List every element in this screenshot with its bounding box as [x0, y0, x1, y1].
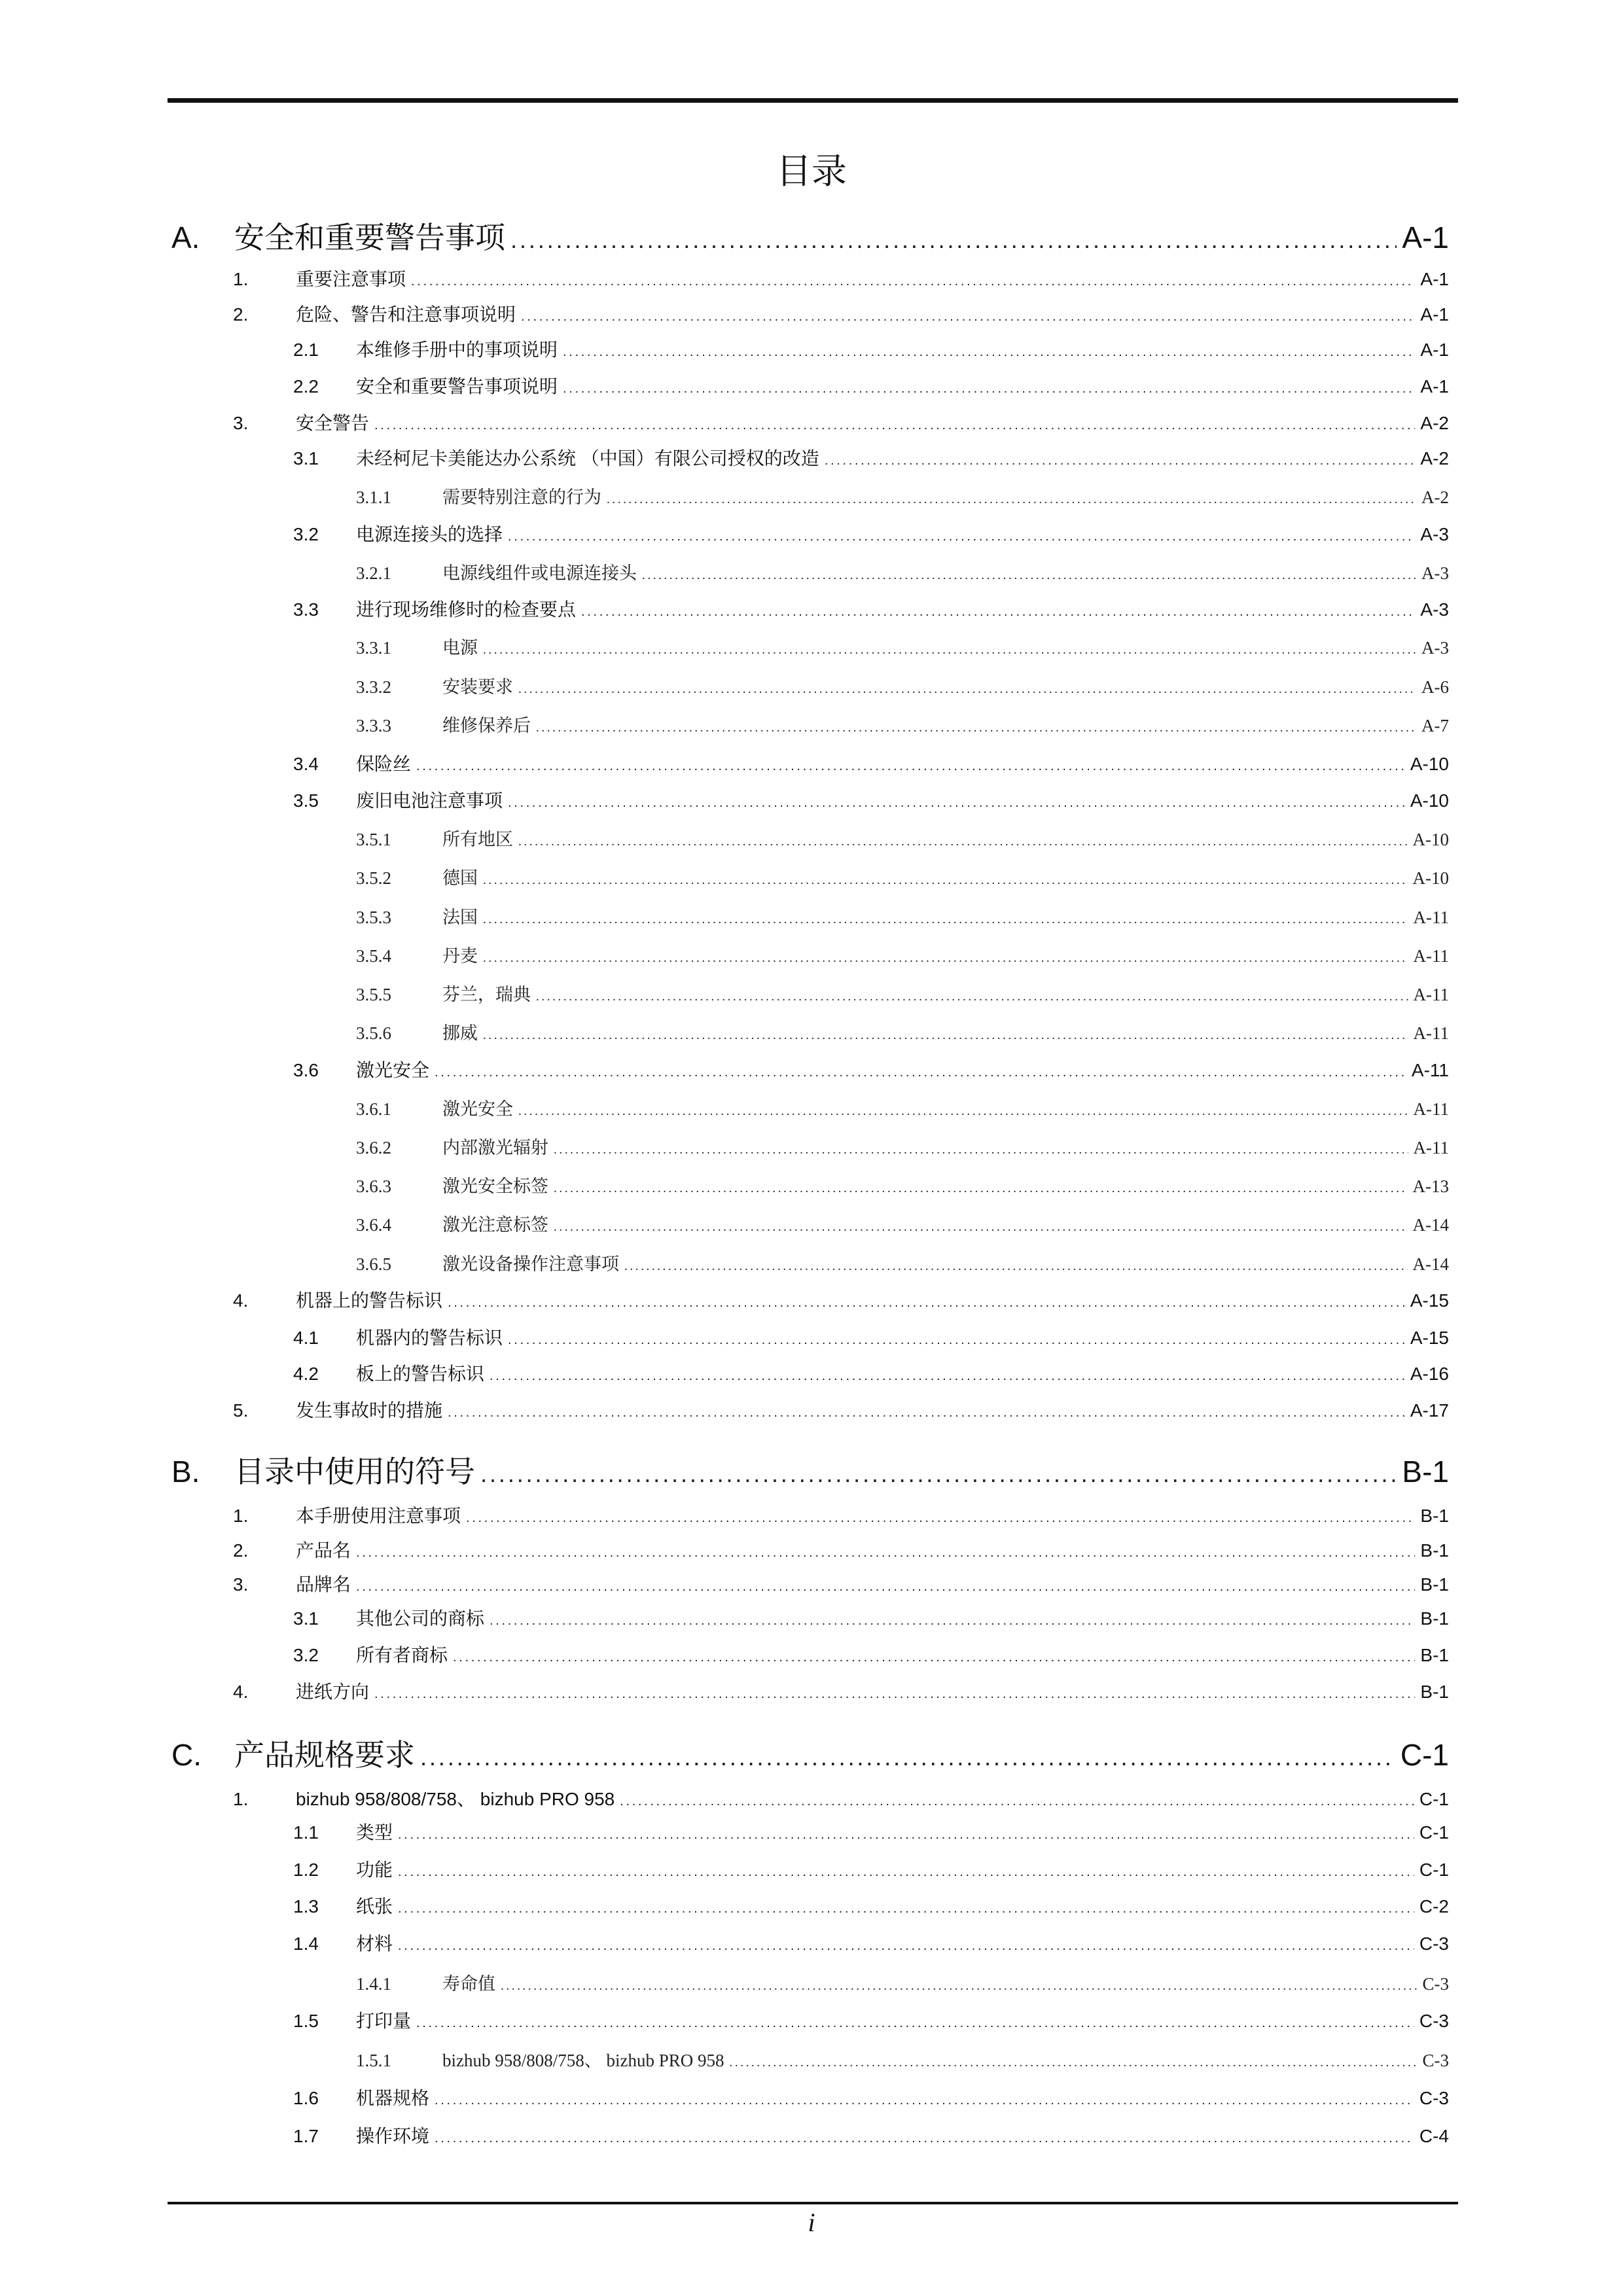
- toc-entry-number: 3.2: [293, 1645, 319, 1665]
- toc-entry-title: 安装要求: [442, 677, 513, 697]
- toc-entry-page: C-3: [1422, 1974, 1449, 1994]
- toc-entry[interactable]: [293, 446, 1449, 472]
- toc-entry-number: A.: [171, 221, 200, 255]
- toc-entry-page: A-3: [1420, 524, 1449, 544]
- toc-entry-title: 进行现场维修时的检查要点: [356, 599, 577, 620]
- toc-entry-page: A-15: [1410, 1290, 1449, 1311]
- toc-entry-title: 操作环境: [356, 2126, 430, 2146]
- dot-leader: [490, 1363, 1405, 1389]
- toc-entry-number: 1.7: [293, 2126, 319, 2146]
- toc-entry-page: C-3: [1419, 1934, 1449, 1954]
- toc-entry[interactable]: [293, 1606, 1449, 1632]
- toc-entry[interactable]: [233, 266, 1449, 292]
- toc-entry-number: 3.2: [293, 524, 319, 544]
- toc-entry-page: A-11: [1411, 1060, 1449, 1080]
- toc-entry-title: 电源线组件或电源连接头: [442, 563, 637, 583]
- toc-entry-number: 5.: [233, 1400, 249, 1421]
- toc-entry[interactable]: [356, 484, 1449, 510]
- toc-entry-page: A-3: [1420, 599, 1449, 620]
- toc-entry[interactable]: [293, 788, 1449, 814]
- toc-entry-page: B-1: [1420, 1574, 1449, 1595]
- toc-entry-title: 废旧电池注意事项: [356, 790, 503, 811]
- toc-entry-number: 3.3: [293, 599, 319, 620]
- dot-leader: [374, 412, 1415, 438]
- toc-entry-title: 激光设备操作注意事项: [442, 1254, 619, 1274]
- toc-entry[interactable]: [233, 1288, 1449, 1314]
- dot-leader: [416, 2010, 1414, 2036]
- toc-entry-page: A-10: [1410, 790, 1449, 811]
- toc-entry-page: A-10: [1412, 868, 1449, 888]
- toc-entry-page: C-1: [1419, 1860, 1449, 1880]
- toc-entry-title: 挪威: [442, 1023, 478, 1043]
- toc-entry-number: 2.1: [293, 340, 319, 360]
- toc-entry-page: B-1: [1420, 1682, 1449, 1702]
- toc-entry-number: 3.2.1: [356, 563, 391, 583]
- dot-leader: [448, 1290, 1405, 1316]
- page-title: 目录: [776, 150, 847, 192]
- dot-leader: [398, 1822, 1414, 1848]
- toc-entry-page: A-3: [1421, 563, 1449, 583]
- toc-entry-number: 3.3.3: [356, 716, 391, 735]
- dot-leader: [435, 2087, 1414, 2113]
- toc-entry[interactable]: [293, 1931, 1449, 1957]
- dot-leader: [508, 1327, 1405, 1353]
- dot-leader: [508, 523, 1415, 550]
- toc-entry-number: 2.2: [293, 376, 319, 397]
- toc-entry[interactable]: [293, 1057, 1449, 1084]
- toc-entry-number: 3.6: [293, 1060, 319, 1080]
- toc-entry-number: 3.3.2: [356, 677, 391, 697]
- toc-entry-title: 激光安全: [442, 1099, 513, 1119]
- toc-chapter-entry[interactable]: [171, 1450, 1449, 1493]
- toc-entry[interactable]: [233, 1786, 1449, 1812]
- toc-entry-number: 1.5.1: [356, 2051, 391, 2070]
- toc-entry-page: A-11: [1413, 908, 1449, 927]
- toc-entry-number: 3.5.6: [356, 1023, 391, 1043]
- toc-entry-number: 3.1: [293, 448, 319, 468]
- toc-entry-page: C-1: [1400, 1738, 1449, 1772]
- toc-entry-title: 目录中使用的符号: [234, 1455, 475, 1489]
- toc-entry-title: 类型: [356, 1822, 393, 1843]
- toc-entry[interactable]: [356, 1020, 1449, 1046]
- toc-entry-page: C-3: [1419, 2088, 1449, 2108]
- toc-entry-number: 1.2: [293, 1860, 319, 1880]
- dot-leader: [563, 339, 1415, 365]
- toc-entry-number: 3.5.1: [356, 830, 391, 849]
- toc-entry-number: C.: [171, 1738, 202, 1772]
- dot-leader: [624, 1254, 1408, 1280]
- dot-leader: [620, 1788, 1414, 1814]
- toc-chapter-entry[interactable]: [171, 1733, 1449, 1776]
- toc-entry-title: 安全和重要警告事项说明: [356, 376, 558, 397]
- toc-entry-title: 芬兰，瑞典: [442, 985, 531, 1004]
- toc-entry-title: 未经柯尼卡美能达办公系统 （中国）有限公司授权的改造: [356, 448, 819, 468]
- toc-entry[interactable]: [356, 2047, 1449, 2074]
- toc-entry[interactable]: [293, 374, 1449, 400]
- toc-entry-title: 所有地区: [442, 830, 513, 849]
- toc-entry-number: 1.4.1: [356, 1974, 391, 1994]
- dot-leader: [483, 868, 1408, 894]
- dot-leader: [398, 1896, 1414, 1922]
- toc-entry[interactable]: [233, 302, 1449, 328]
- toc-entry[interactable]: [233, 1679, 1449, 1705]
- toc-entry-page: A-11: [1413, 946, 1449, 966]
- toc-entry[interactable]: [293, 2123, 1449, 2149]
- toc-entry[interactable]: [356, 635, 1449, 661]
- toc-entry-title: 内部激光辐射: [442, 1138, 548, 1157]
- toc-entry-page: B-1: [1420, 1540, 1449, 1561]
- toc-entry-page: A-2: [1420, 448, 1449, 468]
- toc-entry-page: A-7: [1421, 716, 1449, 735]
- toc-entry[interactable]: [356, 865, 1449, 891]
- dot-leader: [420, 1736, 1395, 1779]
- page-number: i: [808, 2208, 815, 2237]
- toc-entry-page: C-1: [1419, 1822, 1449, 1843]
- toc-entry-number: 3.3.1: [356, 638, 391, 658]
- toc-entry-page: C-4: [1419, 2126, 1449, 2146]
- toc-entry-number: 1.: [233, 1506, 249, 1526]
- toc-entry-title: 重要注意事项: [296, 269, 406, 289]
- toc-entry-number: 4.: [233, 1682, 249, 1702]
- dot-leader: [398, 1859, 1414, 1885]
- dot-leader: [466, 1505, 1415, 1531]
- toc-entry-title: 需要特别注意的行为: [442, 487, 601, 507]
- toc-entry-page: A-17: [1410, 1400, 1449, 1421]
- toc-entry-title: 板上的警告标识: [356, 1364, 485, 1384]
- dot-leader: [374, 1681, 1415, 1707]
- dot-leader: [501, 1973, 1418, 2000]
- dot-leader: [536, 984, 1408, 1010]
- toc-entry-page: A-11: [1413, 1138, 1449, 1157]
- toc-entry-page: B-1: [1420, 1608, 1449, 1629]
- toc-entry-number: 3.5.4: [356, 946, 391, 966]
- toc-entry-title: 品牌名: [296, 1574, 351, 1595]
- toc-entry-page: A-2: [1420, 413, 1449, 433]
- toc-entry-title: 机器内的警告标识: [356, 1328, 503, 1348]
- dot-leader: [490, 1608, 1415, 1634]
- dot-leader: [483, 1023, 1408, 1049]
- dot-leader: [563, 376, 1415, 402]
- toc-entry-number: 2.: [233, 1540, 249, 1561]
- toc-entry-number: 3.6.4: [356, 1215, 391, 1235]
- toc-entry-title: 电源: [442, 638, 478, 658]
- toc-entry-page: A-11: [1413, 1023, 1449, 1043]
- toc-entry-title: bizhub 958/808/758、 bizhub PRO 958: [296, 1789, 615, 1809]
- toc-entry[interactable]: [356, 1135, 1449, 1161]
- toc-entry-title: 纸张: [356, 1896, 393, 1916]
- toc-entry[interactable]: [293, 1325, 1449, 1351]
- toc-entry-page: A-10: [1410, 754, 1449, 774]
- toc-entry-number: 3.6.5: [356, 1254, 391, 1274]
- toc-entry-title: 产品名: [296, 1540, 351, 1561]
- toc-entry-title: 本手册使用注意事项: [296, 1506, 461, 1526]
- toc-entry-title: 本维修手册中的事项说明: [356, 340, 558, 360]
- dot-leader: [356, 1540, 1415, 1566]
- toc-entry[interactable]: [293, 1857, 1449, 1883]
- toc-entry[interactable]: [356, 826, 1449, 853]
- toc-entry-title: 维修保养后: [442, 716, 531, 735]
- dot-leader: [483, 907, 1408, 933]
- dot-leader: [554, 1214, 1408, 1241]
- toc-entry[interactable]: [293, 1894, 1449, 1920]
- toc-entry-page: A-1: [1420, 340, 1449, 360]
- toc-entry-title: bizhub 958/808/758、 bizhub PRO 958: [442, 2051, 724, 2070]
- toc-entry-title: 安全警告: [296, 413, 370, 433]
- toc-entry-page: A-14: [1412, 1254, 1449, 1274]
- toc-entry-number: 1.6: [293, 2088, 319, 2108]
- toc-entry-page: A-16: [1410, 1364, 1449, 1384]
- dot-leader: [508, 790, 1405, 816]
- toc-entry-number: 1.5: [293, 2011, 319, 2031]
- toc-entry[interactable]: [233, 1503, 1449, 1529]
- toc-entry-page: A-10: [1412, 830, 1449, 849]
- toc-entry-title: 发生事故时的措施: [296, 1400, 443, 1421]
- toc-entry[interactable]: [293, 597, 1449, 623]
- toc-entry-title: 德国: [442, 868, 478, 888]
- toc-entry-title: 所有者商标: [356, 1645, 448, 1665]
- toc-entry-title: 打印量: [356, 2011, 412, 2031]
- toc-entry-page: A-14: [1412, 1215, 1449, 1235]
- toc-entry[interactable]: [356, 981, 1449, 1008]
- toc-entry-number: 3.6.3: [356, 1176, 391, 1196]
- dot-leader: [356, 1574, 1415, 1600]
- dot-leader: [435, 2125, 1414, 2151]
- bottom-rule: [168, 2202, 1458, 2204]
- toc-entry-page: C-2: [1419, 1896, 1449, 1916]
- dot-leader: [607, 487, 1416, 513]
- toc-entry[interactable]: [356, 1251, 1449, 1277]
- toc-entry[interactable]: [356, 904, 1449, 930]
- dot-leader: [483, 945, 1408, 972]
- toc-entry-number: 4.: [233, 1290, 249, 1311]
- toc-entry-title: 产品规格要求: [234, 1738, 415, 1772]
- toc-chapter-entry[interactable]: [171, 216, 1449, 259]
- toc-entry-number: 3.5.5: [356, 985, 391, 1004]
- dot-leader: [642, 563, 1416, 589]
- toc-entry[interactable]: [356, 713, 1449, 739]
- toc-entry-number: 3.1.1: [356, 487, 391, 507]
- dot-leader: [448, 1400, 1405, 1426]
- toc-entry-title: 机器上的警告标识: [296, 1290, 443, 1311]
- dot-leader: [554, 1176, 1408, 1202]
- toc-entry-title: 安全和重要警告事项: [234, 221, 505, 255]
- dot-leader: [518, 677, 1416, 703]
- toc-entry-page: B-1: [1420, 1506, 1449, 1526]
- toc-entry[interactable]: [293, 521, 1449, 548]
- toc-entry[interactable]: [356, 1212, 1449, 1238]
- toc-entry-page: A-3: [1421, 638, 1449, 658]
- toc-entry-page: A-15: [1410, 1328, 1449, 1348]
- dot-leader: [483, 637, 1416, 663]
- toc-entry-number: 4.2: [293, 1364, 319, 1384]
- dot-leader: [510, 219, 1397, 262]
- toc-entry-page: A-1: [1402, 221, 1449, 255]
- dot-leader: [453, 1644, 1415, 1670]
- toc-entry-page: C-1: [1419, 1789, 1449, 1809]
- toc-entry-page: A-11: [1413, 1099, 1449, 1119]
- dot-leader: [536, 715, 1416, 741]
- toc-entry-number: 3.6.2: [356, 1138, 391, 1157]
- dot-leader: [398, 1933, 1414, 1959]
- toc-entry-page: A-11: [1413, 985, 1449, 1004]
- toc-entry-number: 1.: [233, 1789, 249, 1809]
- dot-leader: [521, 304, 1415, 330]
- dot-leader: [416, 753, 1405, 779]
- toc-entry-number: 3.5.2: [356, 868, 391, 888]
- dot-leader: [730, 2050, 1418, 2076]
- toc-entry[interactable]: [293, 337, 1449, 363]
- toc-entry-number: 4.1: [293, 1328, 319, 1348]
- toc-entry-title: 其他公司的商标: [356, 1608, 485, 1629]
- dot-leader: [518, 829, 1408, 855]
- toc-entry-title: 材料: [356, 1934, 393, 1954]
- toc-entry-page: A-1: [1420, 304, 1449, 325]
- toc-entry-page: A-1: [1420, 269, 1449, 289]
- toc-entry[interactable]: [293, 1820, 1449, 1846]
- toc-entry-page: C-3: [1419, 2011, 1449, 2031]
- toc-entry[interactable]: [293, 1642, 1449, 1669]
- toc-entry[interactable]: [233, 1398, 1449, 1424]
- toc-entry-number: B.: [171, 1455, 200, 1489]
- toc-entry-page: A-2: [1421, 487, 1449, 507]
- toc-entry[interactable]: [356, 943, 1449, 969]
- toc-entry[interactable]: [233, 1572, 1449, 1598]
- dot-leader: [825, 448, 1416, 474]
- toc-entry[interactable]: [233, 410, 1449, 436]
- dot-leader: [518, 1099, 1408, 1125]
- toc-entry-title: 机器规格: [356, 2088, 430, 2108]
- toc-entry-title: 激光安全标签: [442, 1176, 548, 1196]
- toc-entry-number: 1.1: [293, 1822, 319, 1843]
- toc-entry[interactable]: [356, 560, 1449, 586]
- toc-entry-number: 3.1: [293, 1608, 319, 1629]
- toc-entry-page: A-13: [1412, 1176, 1449, 1196]
- toc-entry-number: 3.5.3: [356, 908, 391, 927]
- toc-entry[interactable]: [356, 1173, 1449, 1199]
- toc-entry-page: A-1: [1420, 376, 1449, 397]
- toc-entry-title: 法国: [442, 908, 478, 927]
- toc-entry-title: 保险丝: [356, 754, 412, 774]
- dot-leader: [581, 599, 1415, 625]
- toc-entry-title: 激光安全: [356, 1060, 430, 1080]
- toc-entry-number: 3.6.1: [356, 1099, 391, 1119]
- toc-entry-number: 3.5: [293, 790, 319, 811]
- toc-entry-number: 2.: [233, 304, 249, 325]
- toc-entry-number: 1.3: [293, 1896, 319, 1916]
- dot-leader: [435, 1059, 1406, 1086]
- toc-entry-title: 危险、警告和注意事项说明: [296, 304, 516, 325]
- dot-leader: [480, 1453, 1397, 1496]
- toc-entry-number: 1.4: [293, 1934, 319, 1954]
- toc-entry[interactable]: [356, 1971, 1449, 1997]
- toc-entry-page: C-3: [1422, 2051, 1449, 2070]
- toc-entry-title: 激光注意标签: [442, 1215, 548, 1235]
- toc-entry[interactable]: [233, 1538, 1449, 1564]
- toc-entry[interactable]: [293, 2008, 1449, 2034]
- toc-entry-page: A-6: [1421, 677, 1449, 697]
- toc-entry[interactable]: [356, 1096, 1449, 1122]
- toc-entry-number: 3.4: [293, 754, 319, 774]
- toc-entry[interactable]: [356, 674, 1449, 700]
- dot-leader: [554, 1137, 1408, 1163]
- toc-entry-number: 3.: [233, 413, 249, 433]
- toc-entry-title: 寿命值: [442, 1974, 495, 1994]
- toc-entry-title: 功能: [356, 1860, 393, 1880]
- toc-entry[interactable]: [293, 751, 1449, 777]
- toc-entry[interactable]: [293, 1361, 1449, 1387]
- toc-entry-page: B-1: [1402, 1455, 1449, 1489]
- toc-entry-title: 电源连接头的选择: [356, 524, 503, 544]
- dot-leader: [411, 268, 1415, 294]
- toc-entry[interactable]: [293, 2085, 1449, 2111]
- toc-entry-page: B-1: [1420, 1645, 1449, 1665]
- toc-entry-title: 进纸方向: [296, 1682, 370, 1702]
- toc-entry-title: 丹麦: [442, 946, 478, 966]
- toc-entry-number: 1.: [233, 269, 249, 289]
- toc-entry-number: 3.: [233, 1574, 249, 1595]
